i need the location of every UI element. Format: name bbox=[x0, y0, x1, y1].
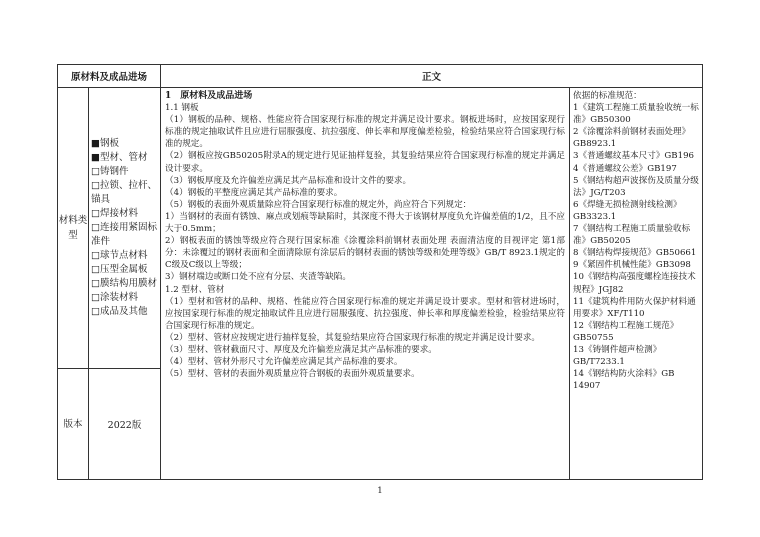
body-line: 1.1 钢板 bbox=[165, 103, 199, 114]
type-profiled-sheet: □压型金属板 bbox=[91, 264, 148, 275]
standard-item: 3《普通螺纹基本尺寸》GB196 bbox=[573, 151, 695, 162]
standard-item: 8《钢结构焊接规范》GB50661 bbox=[573, 248, 697, 259]
standard-item: 10《钢结构高强度螺栓连接技术规程》JGJ82 bbox=[573, 272, 696, 295]
category-label: 材料类型 bbox=[58, 88, 89, 369]
body-line: （1）型材和管材的品种、规格、性能应符合国家现行标准的规定并满足设计要求。型材和管材进场时，应按国家现行标准的规定抽取试件且应进行屈服强度、抗拉强度、伸长率和厚度偏差检验，检验结果应符合国家现行标准的规定。 bbox=[165, 296, 566, 331]
standard-item: 6《焊缝无损检测射线检测》GB3323.1 bbox=[573, 199, 682, 222]
type-section-pipe: ■型材、管材 bbox=[91, 152, 148, 163]
type-steel-plate: ■钢板 bbox=[91, 138, 119, 149]
body-line: 2）钢板表面的锈蚀等级应符合现行国家标准《涂覆涂料前钢材表面处理 表面清洁度的目视评定 第1部分：未涂覆过的钢材表面和全面清除原有涂层后的钢材表面的锈蚀等级和处理等级》GB/T 8923.1规定的C级及C级以上等级； bbox=[165, 236, 566, 271]
material-type-list bbox=[89, 88, 161, 369]
standard-item: 11《建筑构件用防火保护材料通用要求》XF/T110 bbox=[573, 296, 696, 319]
body-text-cell bbox=[161, 88, 570, 480]
body-line: 1.2 型材、管材 bbox=[165, 284, 225, 295]
type-coating: □涂装材料 bbox=[91, 292, 138, 303]
body-line: （4）型材、管材外形尺寸允许偏差应满足其产品标准的要求。 bbox=[165, 357, 403, 368]
body-line: （1）钢板的品种、规格、性能应符合国家现行标准的规定并满足设计要求。钢板进场时，应按国家现行标准的规定抽取试件且应进行屈服强度、抗拉强度、伸长率和厚度偏差检验，检验结果应符合国家现行标准的规定。 bbox=[165, 115, 566, 150]
spec-table bbox=[57, 64, 703, 480]
standard-item: 14《钢结构防火涂料》GB 14907 bbox=[573, 369, 675, 392]
standards-intro: 依据的标准规范： bbox=[573, 91, 642, 101]
section-heading: 1 原材料及成品进场 bbox=[165, 91, 253, 101]
standard-item: 2《涂覆涂料前钢材表面处理》GB8923.1 bbox=[573, 127, 691, 150]
standard-item: 5《钢结构超声波探伤及质量分级法》JG/T203 bbox=[573, 175, 699, 198]
body-line: （5）型材、管材的表面外观质量应符合钢板的表面外观质量要求。 bbox=[165, 369, 420, 380]
version-value: 2022版 bbox=[89, 369, 161, 480]
body-line: 1）当钢材的表面有锈蚀、麻点或划痕等缺陷时，其深度不得大于该钢材厚度负允许偏差值的1/2，且不应大于0.5mm； bbox=[165, 211, 566, 235]
standard-item: 7《钢结构工程施工质量验收标准》GB50205 bbox=[573, 224, 691, 247]
body-line: （2）钢板应按GB50205附录A的规定进行见证抽样复验，其复验结果应符合国家现行标准的规定并满足设计要求。 bbox=[165, 151, 566, 174]
body-line: （5）钢板的表面外观质量除应符合国家现行标准的规定外，尚应符合下列规定： bbox=[165, 199, 472, 210]
standard-item: 1《建筑工程施工质量验收统一标准》GB50300 bbox=[573, 103, 699, 126]
body-line: （3）钢板厚度及允许偏差应满足其产品标准和设计文件的要求。 bbox=[165, 175, 412, 186]
header-col-materials: 原材料及成品进场 bbox=[58, 65, 161, 88]
standards-cell bbox=[570, 88, 703, 480]
type-membrane: □膜结构用膜材 bbox=[91, 278, 157, 289]
type-cast-steel: □铸钢件 bbox=[91, 166, 129, 177]
body-line: （2）型材、管材应按规定进行抽样复验，其复验结果应符合国家现行标准的规定并满足设计要求。 bbox=[165, 332, 541, 343]
standard-item: 4《普通螺纹公差》GB197 bbox=[573, 163, 677, 174]
body-line: （4）钢板的平整度应满足其产品标准的要求。 bbox=[165, 187, 343, 198]
version-label: 版本 bbox=[58, 369, 89, 480]
page-number: 1 bbox=[377, 486, 383, 496]
type-finished-other: □成品及其他 bbox=[91, 306, 148, 317]
type-welding: □焊接材料 bbox=[91, 208, 138, 219]
standard-item: 12《钢结构工程施工规范》GB50755 bbox=[573, 320, 679, 343]
type-ball-joint: □球节点材料 bbox=[91, 250, 148, 261]
type-cable-rod: □拉锁、拉杆、锚具 bbox=[91, 180, 157, 205]
header-row bbox=[58, 65, 703, 88]
header-col-body: 正文 bbox=[161, 65, 703, 88]
type-fastener: □连接用紧固标准件 bbox=[91, 222, 157, 247]
standard-item: 9《紧固件机械性能》GB3098 bbox=[573, 260, 691, 271]
body-line: 3）钢材端边或断口处不应有分层、夹渣等缺陷。 bbox=[165, 272, 351, 283]
standard-item: 13《铸钢件超声检测》GB/T7233.1 bbox=[573, 344, 662, 368]
body-line: （3）型材、管材截面尺寸、厚度及允许偏差应满足其产品标准的要求。 bbox=[165, 344, 437, 355]
category-row bbox=[58, 88, 703, 369]
